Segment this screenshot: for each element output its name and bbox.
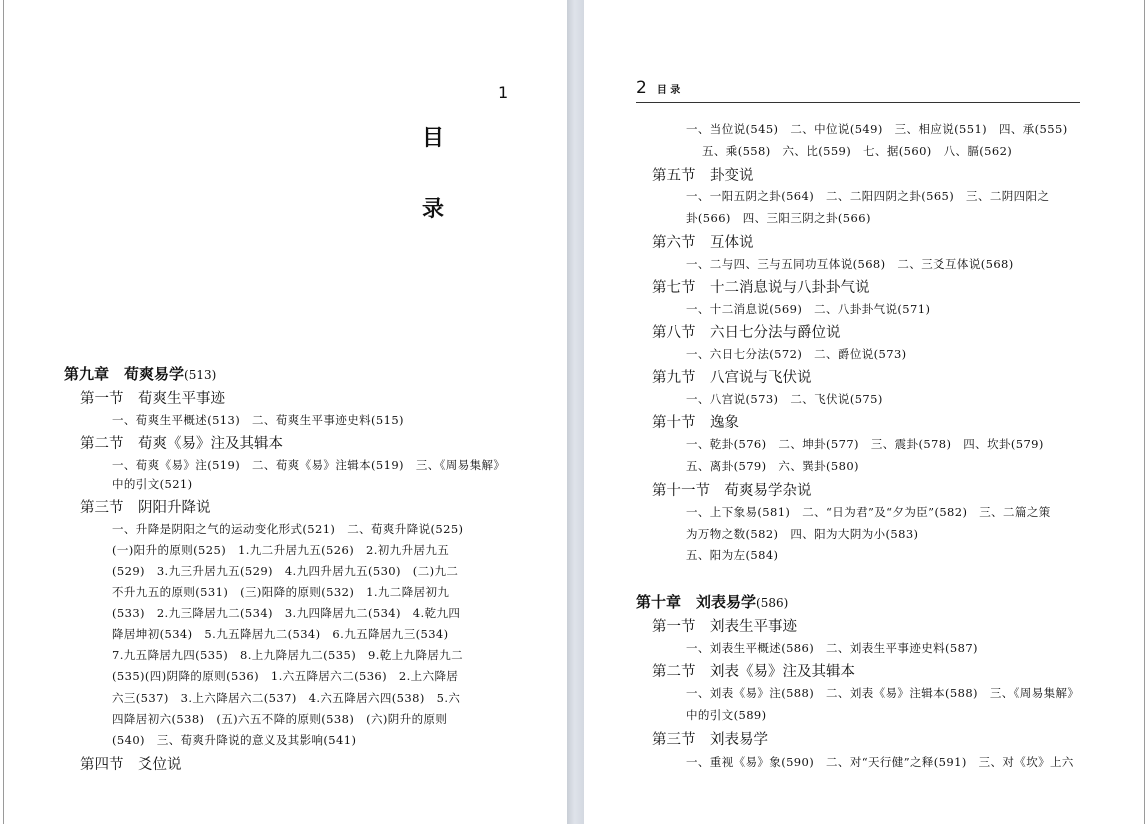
toc-entry: 一、二与四、三与五同功互体说(568) 二、三爻互体说(568) (686, 257, 1014, 271)
contents-title-char: 录 (422, 197, 445, 222)
section-heading: 第一节 刘表生平事迹 (652, 619, 797, 635)
section-heading: 第十一节 荀爽易学杂说 (652, 483, 812, 499)
toc-entry: 五、离卦(579) 六、巽卦(580) (686, 459, 859, 473)
chapter-heading (636, 591, 788, 612)
toc-entry: 不升九五的原则(531) (三)阳降的原则(532) 1.九二降居初九 (112, 585, 450, 599)
left-page (0, 0, 567, 824)
toc-entry: 一、六日七分法(572) 二、爵位说(573) (686, 347, 907, 361)
contents-title-char: 目 (422, 126, 445, 151)
chapter-heading (64, 363, 216, 384)
toc-entry: 一、八宫说(573) 二、飞伏说(575) (686, 392, 883, 406)
page-edge-line (3, 0, 4, 824)
section-heading: 第八节 六日七分法与爵位说 (652, 325, 841, 341)
section-heading: 第九节 八宫说与飞伏说 (652, 370, 812, 386)
section-heading: 第三节 阴阳升降说 (80, 500, 211, 516)
section-heading: 第二节 荀爽《易》注及其辑本 (80, 436, 283, 452)
page-edge-line (1144, 0, 1145, 824)
running-title: 目 录 (656, 85, 681, 96)
toc-entry: (529) 3.九三升居九五(529) 4.九四升居九五(530) (二)九二 (112, 564, 459, 578)
chapter-title: 第九章 荀爽易学 (64, 365, 185, 383)
running-header (636, 78, 680, 98)
section-heading: 第二节 刘表《易》注及其辑本 (652, 664, 855, 680)
section-heading: 第三节 刘表易学 (652, 732, 768, 748)
section-heading: 第十节 逸象 (652, 415, 739, 431)
toc-entry: 四降居初六(538) (五)六五不降的原则(538) (六)阴升的原则 (112, 712, 448, 726)
page-number: 2 (636, 78, 647, 98)
chapter-page: (513) (184, 368, 217, 382)
toc-entry: (一)阳升的原则(525) 1.九二升居九五(526) 2.初九升居九五 (112, 543, 450, 557)
toc-entry: 中的引文(521) (112, 477, 193, 491)
toc-entry: 一、升降是阴阳之气的运动变化形式(521) 二、荀爽升降说(525) (112, 522, 464, 536)
toc-entry: 一、十二消息说(569) 二、八卦卦气说(571) (686, 302, 931, 316)
toc-entry: 降居坤初(534) 5.九五降居九二(534) 6.九五降居九三(534) (112, 627, 449, 641)
chapter-page: (586) (756, 596, 789, 610)
toc-entry: 一、当位说(545) 二、中位说(549) 三、相应说(551) 四、承(555) (686, 122, 1068, 136)
section-heading: 第一节 荀爽生平事迹 (80, 391, 225, 407)
toc-entry: 五、阳为左(584) (686, 548, 779, 562)
toc-entry: 中的引文(589) (686, 708, 767, 722)
section-heading: 第七节 十二消息说与八卦卦气说 (652, 280, 870, 296)
toc-entry: 一、刘表《易》注(588) 二、刘表《易》注辑本(588) 三、《周易集解》 (686, 686, 1080, 700)
page-gutter (567, 0, 584, 824)
toc-entry: 一、上下象易(581) 二、“日为君”及“夕为臣”(582) 三、二篇之策 (686, 505, 1051, 519)
right-page (584, 0, 1147, 824)
toc-entry: 7.九五降居九四(535) 8.上九降居九二(535) 9.乾上九降居九二 (112, 648, 464, 662)
toc-entry: 一、荀爽生平概述(513) 二、荀爽生平事迹史料(515) (112, 413, 404, 427)
toc-entry: 一、刘表生平概述(586) 二、刘表生平事迹史料(587) (686, 641, 978, 655)
chapter-title: 第十章 刘表易学 (636, 593, 757, 611)
page-number: 1 (498, 83, 509, 102)
section-heading: 第六节 互体说 (652, 235, 754, 251)
section-heading: 第五节 卦变说 (652, 168, 754, 184)
toc-entry: (535)(四)阴降的原则(536) 1.六五降居六二(536) 2.上六降居 (112, 669, 459, 683)
toc-entry: 为万物之数(582) 四、阳为大阴为小(583) (686, 527, 919, 541)
toc-entry: 一、重视《易》象(590) 二、对“天行健”之释(591) 三、对《坎》上六 (686, 755, 1074, 769)
toc-entry: 一、乾卦(576) 二、坤卦(577) 三、震卦(578) 四、坎卦(579) (686, 437, 1044, 451)
toc-entry: 六三(537) 3.上六降居六二(537) 4.六五降居六四(538) 5.六 (112, 691, 461, 705)
section-heading: 第四节 爻位说 (80, 757, 182, 773)
toc-entry: 一、荀爽《易》注(519) 二、荀爽《易》注辑本(519) 三、《周易集解》 (112, 458, 506, 472)
toc-entry: 五、乘(558) 六、比(559) 七、据(560) 八、膈(562) (702, 144, 1013, 158)
toc-entry: (540) 三、荀爽升降说的意义及其影响(541) (112, 733, 357, 747)
toc-entry: 一、一阳五阴之卦(564) 二、二阳四阴之卦(565) 三、二阴四阳之 (686, 189, 1050, 203)
header-rule (636, 102, 1080, 103)
toc-entry: (533) 2.九三降居九二(534) 3.九四降居九二(534) 4.乾九四 (112, 606, 461, 620)
toc-entry: 卦(566) 四、三阳三阴之卦(566) (686, 211, 871, 225)
